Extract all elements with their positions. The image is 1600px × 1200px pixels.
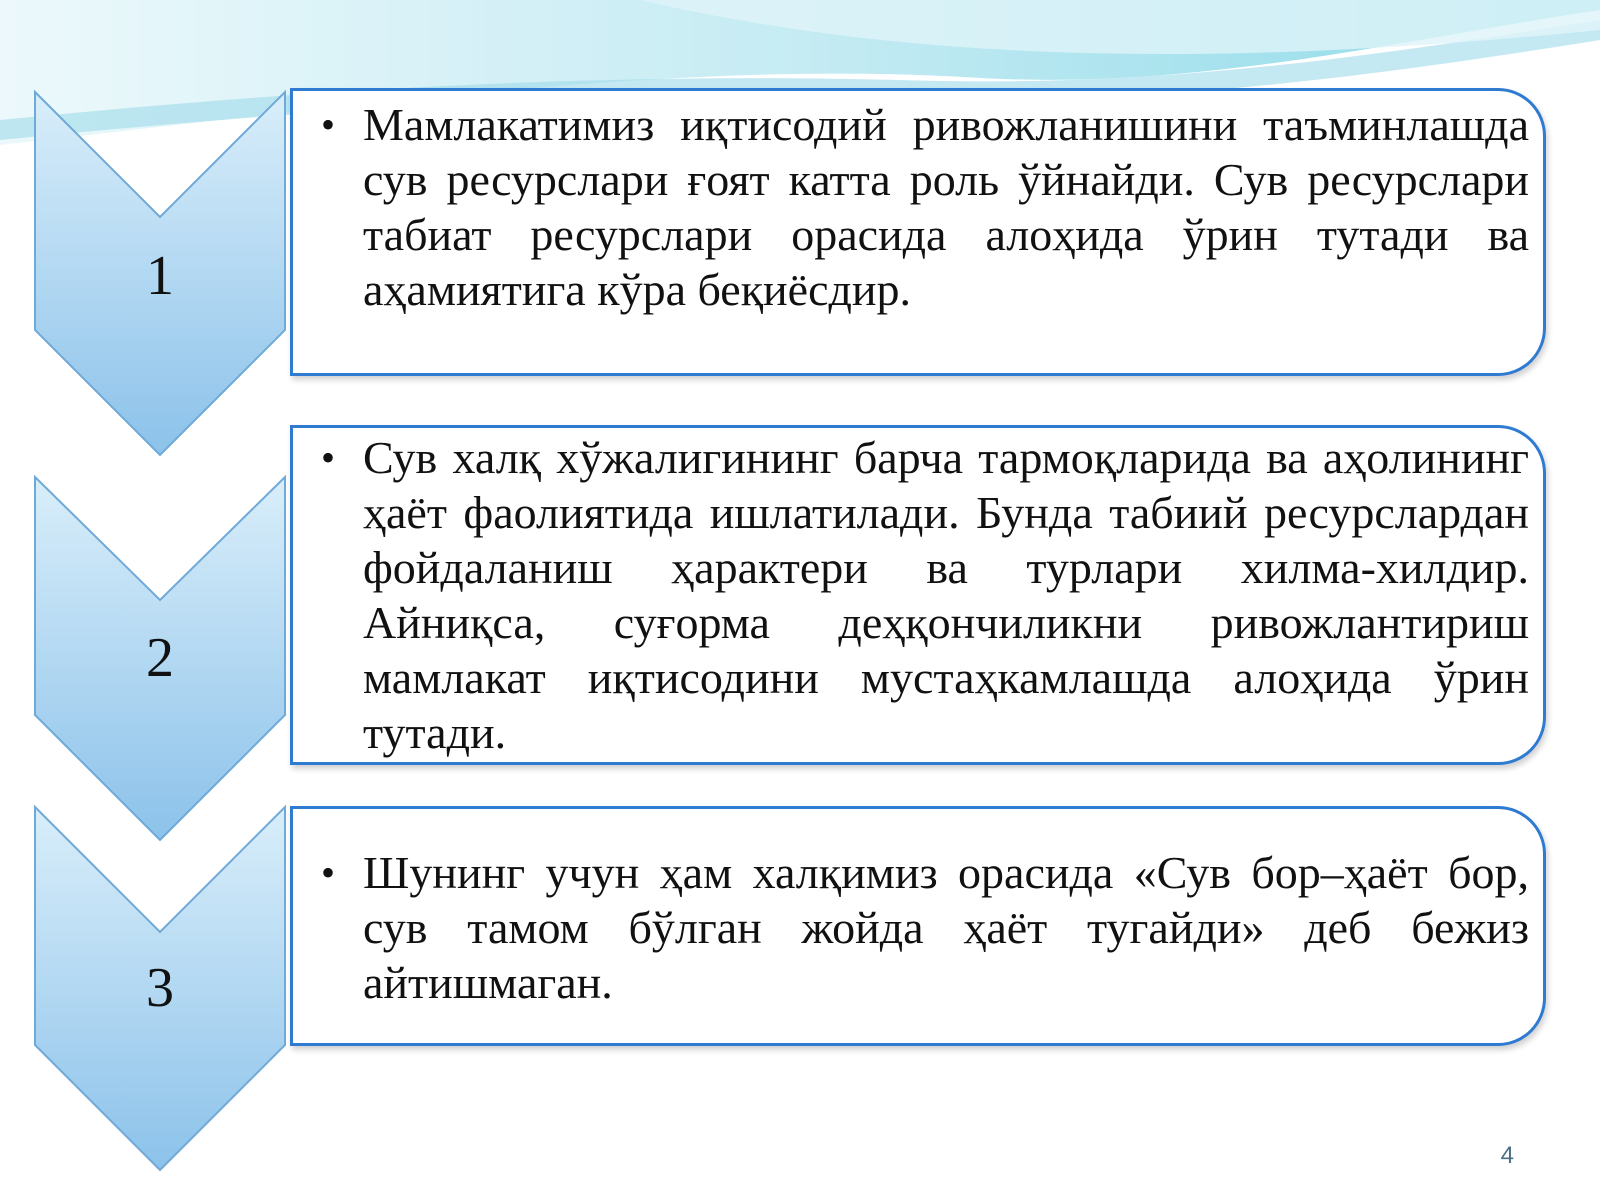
step-number-2: 2: [146, 627, 174, 689]
step-text-container-3: [321, 845, 1529, 1010]
step-text-2: Сув халқ хўжалигининг барча тармоқларида ва аҳолининг ҳаёт фаолиятида ишлатилади. Бунда табиий ресурслардан фойдаланиш ҳарактери ва турлари хилма-хилдир. Айниқса, суғорма деҳқончиликни ривожлантириш мамлакат иқтисодини мустаҳкамлашда алоҳида ўрин тутади.: [363, 432, 1529, 758]
step-number-3: 3: [146, 957, 174, 1019]
step-box-3: [290, 806, 1546, 1046]
bullet-icon: •: [321, 435, 336, 480]
step-text-container-2: [321, 430, 1529, 760]
bullet-icon: •: [321, 850, 336, 895]
step-box-1: [290, 88, 1546, 376]
step-number-1: 1: [146, 245, 174, 307]
step-box-2: [290, 425, 1546, 765]
page-number: 4: [1500, 1142, 1514, 1169]
step-text-container-1: [321, 97, 1529, 317]
step-text-1: Мамлакатимиз иқтисодий ривожланишини таъминлашда сув ресурслари ғоят катта роль ўйнайди. Сув ресурслари табиат ресурслари орасида алоҳида ўрин тутади ва аҳамиятига кўра беқиёсдир.: [363, 99, 1529, 315]
step-text-3: Шунинг учун ҳам халқимиз орасида «Сув бор–ҳаёт бор, сув тамом бўлган жойда ҳаёт тугайди» деб бежиз айтишмаган.: [363, 847, 1529, 1008]
step-chevrons: [0, 0, 300, 1200]
bullet-icon: •: [321, 102, 336, 147]
